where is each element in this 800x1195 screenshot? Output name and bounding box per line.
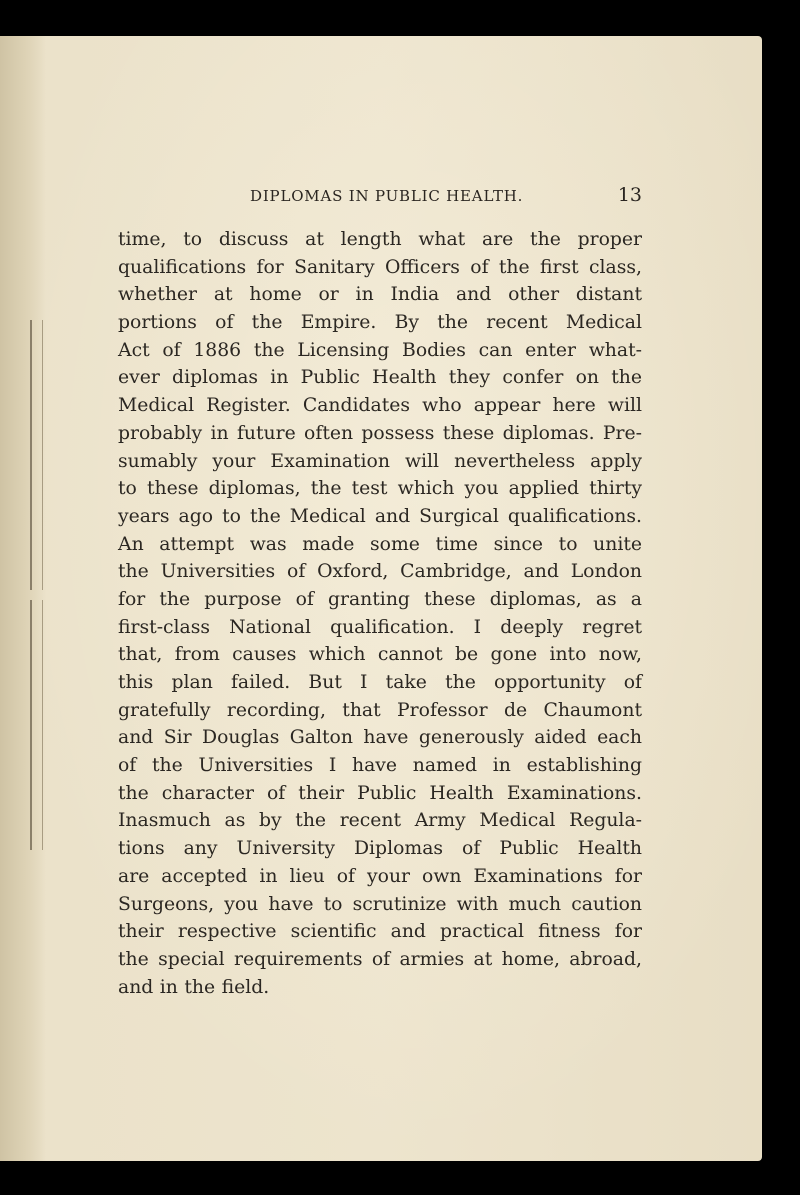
binding-thread-lower	[30, 600, 43, 850]
running-head: DIPLOMAS IN PUBLIC HEALTH.	[250, 187, 524, 205]
text-line: tions any University Diplomas of Public Health	[118, 838, 642, 860]
text-line: their respective scientific and practical fitness for	[118, 921, 642, 943]
text-line: are accepted in lieu of your own Examinations for	[118, 865, 642, 887]
text-line: probably in future often possess these diplomas. Pre-	[118, 422, 642, 444]
binding-thread-upper	[30, 320, 43, 590]
text-line: time, to discuss at length what are the proper	[118, 229, 642, 250]
text-line: for the purpose of granting these diplomas, as a	[118, 588, 642, 610]
text-line: portions of the Empire. By the recent Medical	[118, 312, 642, 334]
text-line: the Universities of Oxford, Cambridge, and London	[118, 561, 642, 583]
text-line: to these diplomas, the test which you applied thirty	[118, 478, 642, 500]
text-line: Inasmuch as by the recent Army Medical Regula-	[118, 810, 642, 832]
body-text	[118, 226, 642, 1001]
text-line: of the Universities I have named in establishing	[118, 755, 642, 777]
page-number: 13	[617, 184, 642, 206]
text-line: years ago to the Medical and Surgical qualifications.	[118, 505, 642, 527]
text-line: Medical Register. Candidates who appear here will	[118, 395, 642, 417]
text-line: the special requirements of armies at home, abroad,	[118, 948, 642, 970]
page-header	[118, 184, 642, 208]
text-line: An attempt was made some time since to unite	[118, 533, 642, 555]
text-line: qualifications for Sanitary Officers of the first class,	[118, 256, 642, 278]
text-line: ever diplomas in Public Health they confer on the	[118, 367, 642, 389]
text-line: this plan failed. But I take the opportunity of	[118, 672, 642, 693]
text-line: whether at home or in India and other distant	[118, 284, 642, 306]
text-line: Surgeons, you have to scrutinize with much caution	[118, 893, 642, 915]
text-line: Act of 1886 the Licensing Bodies can enter what-	[118, 339, 642, 361]
text-line: and Sir Douglas Galton have generously aided each	[118, 727, 642, 749]
text-line: first-class National qualification. I deeply regret	[118, 616, 642, 638]
text-line: gratefully recording, that Professor de Chaumont	[118, 699, 642, 721]
text-line: and in the field.	[118, 976, 270, 998]
binding-gutter	[0, 36, 46, 1161]
text-line: sumably your Examination will nevertheless apply	[118, 450, 642, 472]
text-line: the character of their Public Health Examinations.	[118, 782, 642, 804]
text-line: that, from causes which cannot be gone into now,	[118, 644, 642, 666]
